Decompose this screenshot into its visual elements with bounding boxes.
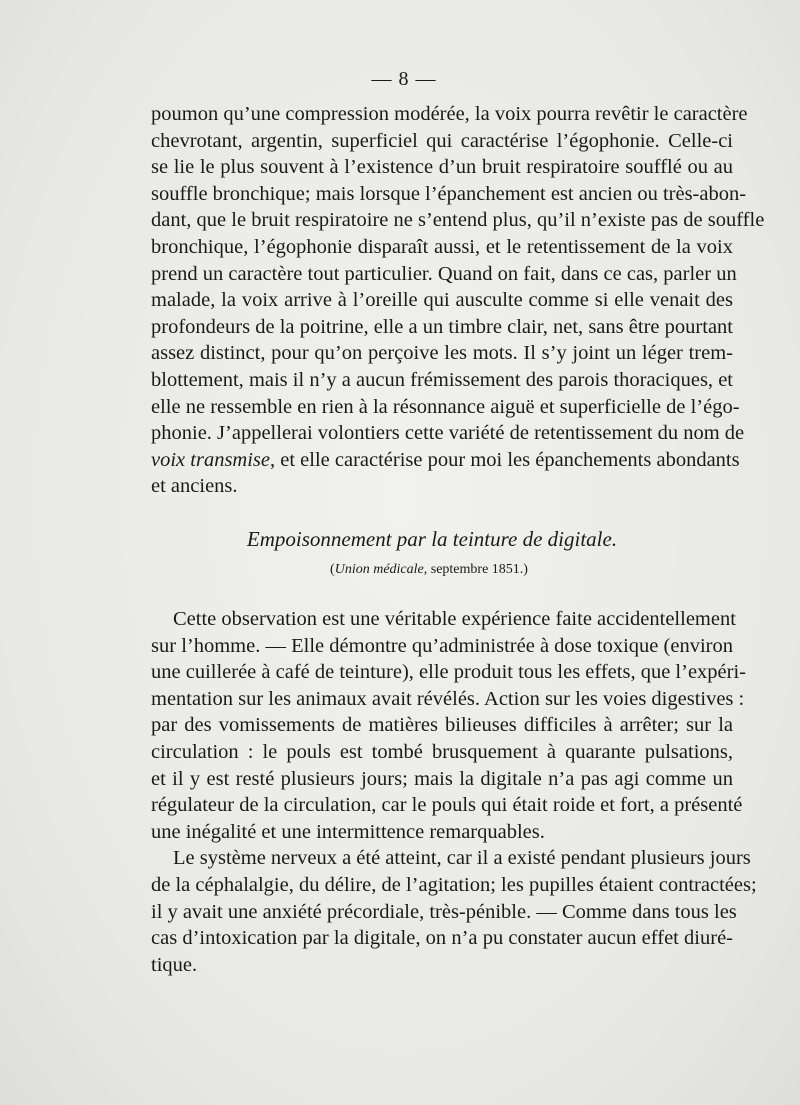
text-line: par des vomissements de matières bilieuses difficiles à arrêter; sur la: [151, 714, 733, 737]
text-line: malade, la voix arrive à l’oreille qui ausculte comme si elle venait des: [151, 289, 733, 312]
text-line: de la céphalalgie, du délire, de l’agitation; les pupilles étaient contractées;: [151, 873, 757, 896]
text-fragment: , et elle caractérise pour moi les épanchements abondants: [270, 448, 740, 471]
text-line: il y avait une anxiété précordiale, très-pénible. — Comme dans tous les: [151, 900, 737, 923]
paragraph-egophonie: [151, 101, 765, 500]
text-line: profondeurs de la poitrine, elle a un timbre clair, net, sans être pourtant: [151, 315, 733, 338]
text-line: poumon qu’une compression modérée, la voix pourra revêtir le caractère: [151, 103, 748, 125]
source-journal: Union médicale: [334, 562, 424, 577]
text-line: bronchique, l’égophonie disparaît aussi, et le retentissement de la voix: [151, 235, 733, 258]
paragraph-observation: [151, 606, 757, 978]
text-line: souffle bronchique; mais lorsque l’épanchement est ancien ou très-abon-: [151, 182, 747, 205]
italic-term: voix transmise: [151, 448, 270, 471]
text-line: prend un caractère tout particulier. Quand on fait, dans ce cas, parler un: [151, 262, 737, 285]
text-line: se lie le plus souvent à l’existence d’un bruit respiratoire soufflé ou au: [151, 156, 733, 179]
text-line: mentation sur les animaux avait révélés. Action sur les voies digestives :: [151, 687, 745, 710]
source-open-paren: (: [330, 562, 335, 577]
text-line: sur l’homme. — Elle démontre qu’administrée à dose toxique (environ: [151, 634, 733, 657]
text-line: régulateur de la circulation, car le pouls qui était roide et fort, a présenté: [151, 794, 743, 817]
text-line: une cuillerée à café de teinture), elle produit tous les effets, que l’expéri-: [151, 661, 746, 684]
text-line-with-italic-term: [151, 447, 740, 474]
source-date: , septembre 1851.): [423, 562, 528, 577]
text-line: assez distinct, pour qu’on perçoive les mots. Il s’y joint un léger trem-: [151, 342, 733, 365]
section-source: [0, 562, 800, 578]
text-line: chevrotant, argentin, superficiel qui caractérise l’égophonie. Celle-ci: [151, 129, 733, 152]
text-line: et anciens.: [151, 475, 238, 498]
text-line: circulation : le pouls est tombé brusquement à quarante pulsations,: [151, 740, 733, 763]
text-line: dant, que le bruit respiratoire ne s’entend plus, qu’il n’existe pas de souffle: [151, 209, 765, 232]
text-line: blottement, mais il n’y a aucun frémissement des parois thoraciques, et: [151, 368, 733, 391]
text-line: cas d’intoxication par la digitale, on n’a pu constater aucun effet diuré-: [151, 927, 733, 950]
section-title: Empoisonnement par la teinture de digitale.: [246, 527, 618, 551]
text-line: phonie. J’appellerai volontiers cette variété de retentissement du nom de: [151, 422, 745, 445]
text-line: Cette observation est une véritable expérience faite accidentellement: [173, 608, 736, 630]
text-line: une inégalité et une intermittence remarquables.: [151, 820, 545, 843]
text-line: et il y est resté plusieurs jours; mais la digitale n’a pas agi comme un: [151, 767, 733, 790]
text-line: Le système nerveux a été atteint, car il a existé pendant plusieurs jours: [173, 847, 751, 870]
text-line: tique.: [151, 953, 198, 976]
text-line: elle ne ressemble en rien à la résonnance aiguë et superficielle de l’égo-: [151, 395, 740, 418]
page-number: — 8 —: [371, 68, 437, 90]
